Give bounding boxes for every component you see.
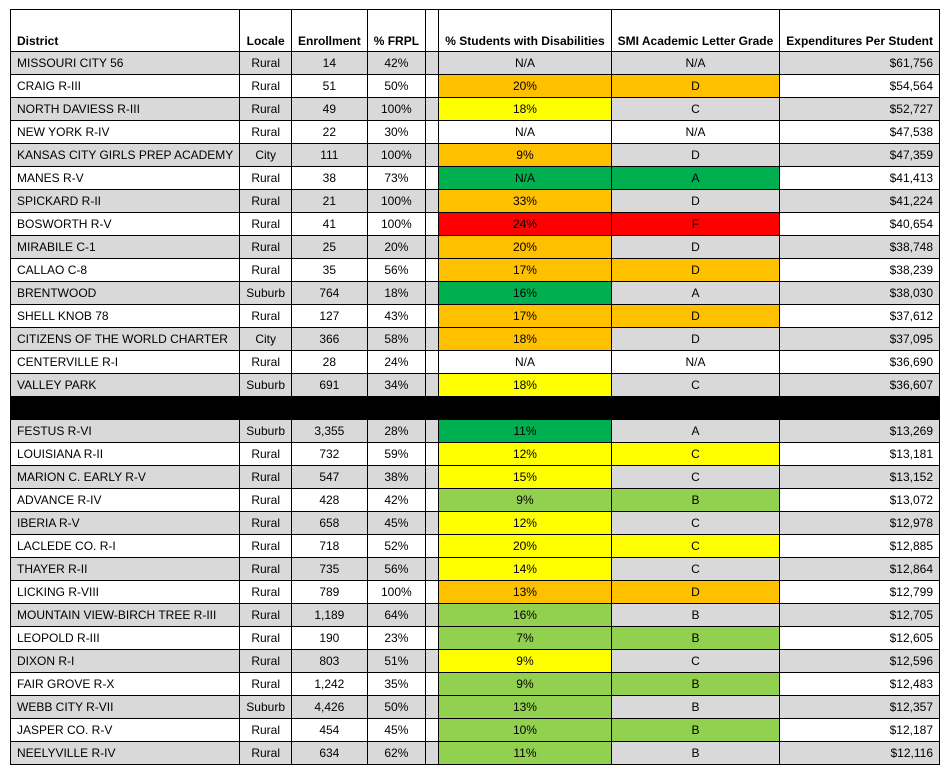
- frpl-cell[interactable]: 56%: [367, 558, 425, 581]
- frpl-cell[interactable]: 24%: [367, 351, 425, 374]
- enrollment-cell[interactable]: 732: [292, 443, 368, 466]
- frpl-cell[interactable]: 38%: [367, 466, 425, 489]
- district-cell[interactable]: KANSAS CITY GIRLS PREP ACADEMY: [11, 144, 240, 167]
- blank-cell[interactable]: [426, 650, 439, 673]
- table-row: [11, 213, 940, 236]
- frpl-cell[interactable]: 100%: [367, 213, 425, 236]
- district-cell[interactable]: NEELYVILLE R-IV: [11, 742, 240, 765]
- blank-cell[interactable]: [426, 420, 439, 443]
- disabilities-cell[interactable]: 9%: [439, 673, 611, 696]
- expenditures-cell[interactable]: $61,756: [780, 52, 940, 75]
- disabilities-cell[interactable]: N/A: [439, 52, 611, 75]
- table-row: [11, 52, 940, 75]
- locale-cell[interactable]: Suburb: [240, 374, 292, 397]
- blank-cell[interactable]: [426, 512, 439, 535]
- blank-cell[interactable]: [426, 75, 439, 98]
- frpl-cell[interactable]: 50%: [367, 75, 425, 98]
- frpl-cell[interactable]: 28%: [367, 420, 425, 443]
- grade-cell[interactable]: C: [611, 558, 780, 581]
- frpl-cell[interactable]: 58%: [367, 328, 425, 351]
- district-cell[interactable]: NEW YORK R-IV: [11, 121, 240, 144]
- disabilities-cell[interactable]: 14%: [439, 558, 611, 581]
- grade-cell[interactable]: D: [611, 328, 780, 351]
- blank-cell[interactable]: [426, 351, 439, 374]
- enrollment-cell[interactable]: 691: [292, 374, 368, 397]
- locale-cell[interactable]: Rural: [240, 259, 292, 282]
- district-cell[interactable]: MARION C. EARLY R-V: [11, 466, 240, 489]
- blank-cell[interactable]: [426, 719, 439, 742]
- grade-cell[interactable]: D: [611, 581, 780, 604]
- districts-table: [10, 9, 940, 765]
- frpl-cell[interactable]: 100%: [367, 190, 425, 213]
- enrollment-header[interactable]: Enrollment: [292, 10, 368, 52]
- locale-cell[interactable]: Rural: [240, 650, 292, 673]
- disabilities-cell[interactable]: 9%: [439, 650, 611, 673]
- disabilities-header[interactable]: % Students with Disabilities: [439, 10, 611, 52]
- frpl-cell[interactable]: 62%: [367, 742, 425, 765]
- enrollment-cell[interactable]: 454: [292, 719, 368, 742]
- locale-cell[interactable]: Rural: [240, 213, 292, 236]
- district-cell[interactable]: CITIZENS OF THE WORLD CHARTER: [11, 328, 240, 351]
- grade-cell[interactable]: C: [611, 512, 780, 535]
- district-cell[interactable]: BRENTWOOD: [11, 282, 240, 305]
- expenditures-cell[interactable]: $12,483: [780, 673, 940, 696]
- blank-cell[interactable]: [426, 144, 439, 167]
- locale-cell[interactable]: Rural: [240, 466, 292, 489]
- frpl-cell[interactable]: 18%: [367, 282, 425, 305]
- blank-cell[interactable]: [426, 305, 439, 328]
- district-cell[interactable]: NORTH DAVIESS R-III: [11, 98, 240, 121]
- expenditures-cell[interactable]: $38,748: [780, 236, 940, 259]
- disabilities-cell[interactable]: 13%: [439, 696, 611, 719]
- blank-cell[interactable]: [426, 98, 439, 121]
- table-row: [11, 75, 940, 98]
- locale-cell[interactable]: Rural: [240, 719, 292, 742]
- grade-cell[interactable]: N/A: [611, 351, 780, 374]
- table-row: [11, 742, 940, 765]
- frpl-cell[interactable]: 20%: [367, 236, 425, 259]
- expenditures-cell[interactable]: $37,612: [780, 305, 940, 328]
- disabilities-cell[interactable]: 12%: [439, 443, 611, 466]
- frpl-cell[interactable]: 50%: [367, 696, 425, 719]
- disabilities-cell[interactable]: N/A: [439, 351, 611, 374]
- enrollment-cell[interactable]: 14: [292, 52, 368, 75]
- disabilities-cell[interactable]: 17%: [439, 259, 611, 282]
- grade-cell[interactable]: A: [611, 282, 780, 305]
- enrollment-cell[interactable]: 718: [292, 535, 368, 558]
- frpl-cell[interactable]: 45%: [367, 719, 425, 742]
- table-header: [11, 10, 940, 52]
- disabilities-cell[interactable]: 17%: [439, 305, 611, 328]
- frpl-cell[interactable]: 56%: [367, 259, 425, 282]
- locale-cell[interactable]: Suburb: [240, 420, 292, 443]
- grade-cell[interactable]: A: [611, 167, 780, 190]
- locale-header[interactable]: Locale: [240, 10, 292, 52]
- locale-cell[interactable]: Rural: [240, 604, 292, 627]
- disabilities-cell[interactable]: 20%: [439, 535, 611, 558]
- table-row: [11, 236, 940, 259]
- grade-cell[interactable]: A: [611, 420, 780, 443]
- grade-cell[interactable]: B: [611, 742, 780, 765]
- expenditures-cell[interactable]: $38,239: [780, 259, 940, 282]
- frpl-header[interactable]: % FRPL: [367, 10, 425, 52]
- disabilities-cell[interactable]: 20%: [439, 75, 611, 98]
- enrollment-cell[interactable]: 658: [292, 512, 368, 535]
- frpl-cell[interactable]: 100%: [367, 581, 425, 604]
- frpl-cell[interactable]: 35%: [367, 673, 425, 696]
- locale-cell[interactable]: City: [240, 144, 292, 167]
- table-row: [11, 650, 940, 673]
- district-cell[interactable]: BOSWORTH R-V: [11, 213, 240, 236]
- disabilities-cell[interactable]: 13%: [439, 581, 611, 604]
- table-row: [11, 466, 940, 489]
- blank-cell[interactable]: [426, 282, 439, 305]
- expenditures-cell[interactable]: $12,978: [780, 512, 940, 535]
- expenditures-cell[interactable]: $13,181: [780, 443, 940, 466]
- table-row: [11, 144, 940, 167]
- grade-cell[interactable]: N/A: [611, 121, 780, 144]
- enrollment-cell[interactable]: 49: [292, 98, 368, 121]
- grade-cell[interactable]: B: [611, 696, 780, 719]
- blank-cell[interactable]: [426, 673, 439, 696]
- frpl-cell[interactable]: 43%: [367, 305, 425, 328]
- blank-cell[interactable]: [426, 742, 439, 765]
- expenditures-cell[interactable]: $38,030: [780, 282, 940, 305]
- enrollment-cell[interactable]: 1,189: [292, 604, 368, 627]
- blank-cell[interactable]: [426, 558, 439, 581]
- blank-cell[interactable]: [426, 328, 439, 351]
- disabilities-cell[interactable]: 11%: [439, 742, 611, 765]
- disabilities-cell[interactable]: 9%: [439, 144, 611, 167]
- blank-cell[interactable]: [426, 52, 439, 75]
- table-row: [11, 259, 940, 282]
- expenditures-cell[interactable]: $37,095: [780, 328, 940, 351]
- locale-cell[interactable]: Rural: [240, 75, 292, 98]
- locale-cell[interactable]: Rural: [240, 535, 292, 558]
- disabilities-cell[interactable]: 10%: [439, 719, 611, 742]
- enrollment-cell[interactable]: 28: [292, 351, 368, 374]
- disabilities-cell[interactable]: 15%: [439, 466, 611, 489]
- enrollment-cell[interactable]: 22: [292, 121, 368, 144]
- district-cell[interactable]: LACLEDE CO. R-I: [11, 535, 240, 558]
- locale-cell[interactable]: Rural: [240, 305, 292, 328]
- expenditures-cell[interactable]: $52,727: [780, 98, 940, 121]
- expenditures-cell[interactable]: $13,269: [780, 420, 940, 443]
- locale-cell[interactable]: Rural: [240, 742, 292, 765]
- district-cell[interactable]: CALLAO C-8: [11, 259, 240, 282]
- expenditures-cell[interactable]: $12,705: [780, 604, 940, 627]
- district-cell[interactable]: ADVANCE R-IV: [11, 489, 240, 512]
- enrollment-cell[interactable]: 38: [292, 167, 368, 190]
- grade-cell[interactable]: D: [611, 305, 780, 328]
- enrollment-cell[interactable]: 4,426: [292, 696, 368, 719]
- disabilities-cell[interactable]: 20%: [439, 236, 611, 259]
- grade-cell[interactable]: B: [611, 719, 780, 742]
- enrollment-cell[interactable]: 25: [292, 236, 368, 259]
- grade-cell[interactable]: D: [611, 259, 780, 282]
- frpl-cell[interactable]: 30%: [367, 121, 425, 144]
- frpl-cell[interactable]: 64%: [367, 604, 425, 627]
- blank-cell[interactable]: [426, 489, 439, 512]
- district-cell[interactable]: CRAIG R-III: [11, 75, 240, 98]
- blank-cell[interactable]: [426, 121, 439, 144]
- expenditures-cell[interactable]: $13,072: [780, 489, 940, 512]
- district-cell[interactable]: FESTUS R-VI: [11, 420, 240, 443]
- table-row: [11, 696, 940, 719]
- grade-cell[interactable]: C: [611, 535, 780, 558]
- district-cell[interactable]: THAYER R-II: [11, 558, 240, 581]
- table-row: [11, 604, 940, 627]
- grade-cell[interactable]: C: [611, 650, 780, 673]
- disabilities-cell[interactable]: 16%: [439, 282, 611, 305]
- disabilities-cell[interactable]: 16%: [439, 604, 611, 627]
- expenditures-cell[interactable]: $47,538: [780, 121, 940, 144]
- grade-cell[interactable]: D: [611, 236, 780, 259]
- expenditures-cell[interactable]: $12,187: [780, 719, 940, 742]
- table-row: [11, 443, 940, 466]
- blank-cell[interactable]: [426, 696, 439, 719]
- blank-cell[interactable]: [426, 604, 439, 627]
- grade-cell[interactable]: D: [611, 144, 780, 167]
- blank-cell[interactable]: [426, 213, 439, 236]
- disabilities-cell[interactable]: 33%: [439, 190, 611, 213]
- blank-cell[interactable]: [426, 167, 439, 190]
- table-row: [11, 420, 940, 443]
- disabilities-cell[interactable]: 11%: [439, 420, 611, 443]
- separator-bar: [11, 397, 940, 420]
- expenditures-cell[interactable]: $36,690: [780, 351, 940, 374]
- district-cell[interactable]: LICKING R-VIII: [11, 581, 240, 604]
- table-row: [11, 190, 940, 213]
- enrollment-cell[interactable]: 764: [292, 282, 368, 305]
- blank-cell[interactable]: [426, 443, 439, 466]
- table-row: [11, 351, 940, 374]
- grade-cell[interactable]: D: [611, 190, 780, 213]
- expenditures-cell[interactable]: $36,607: [780, 374, 940, 397]
- district-cell[interactable]: JASPER CO. R-V: [11, 719, 240, 742]
- locale-cell[interactable]: Rural: [240, 190, 292, 213]
- frpl-cell[interactable]: 100%: [367, 98, 425, 121]
- district-cell[interactable]: SPICKARD R-II: [11, 190, 240, 213]
- frpl-cell[interactable]: 42%: [367, 52, 425, 75]
- table-row: [11, 512, 940, 535]
- locale-cell[interactable]: Suburb: [240, 282, 292, 305]
- table-row: [11, 121, 940, 144]
- grade-header[interactable]: SMI Academic Letter Grade: [611, 10, 780, 52]
- table-row: [11, 558, 940, 581]
- grade-cell[interactable]: B: [611, 489, 780, 512]
- disabilities-cell[interactable]: 12%: [439, 512, 611, 535]
- frpl-cell[interactable]: 34%: [367, 374, 425, 397]
- enrollment-cell[interactable]: 111: [292, 144, 368, 167]
- expenditures-cell[interactable]: $41,413: [780, 167, 940, 190]
- district-cell[interactable]: MISSOURI CITY 56: [11, 52, 240, 75]
- district-cell[interactable]: SHELL KNOB 78: [11, 305, 240, 328]
- disabilities-cell[interactable]: 24%: [439, 213, 611, 236]
- grade-cell[interactable]: C: [611, 443, 780, 466]
- district-cell[interactable]: LEOPOLD R-III: [11, 627, 240, 650]
- enrollment-cell[interactable]: 35: [292, 259, 368, 282]
- locale-cell[interactable]: Rural: [240, 351, 292, 374]
- expenditures-cell[interactable]: $12,596: [780, 650, 940, 673]
- enrollment-cell[interactable]: 127: [292, 305, 368, 328]
- expenditures-cell[interactable]: $12,864: [780, 558, 940, 581]
- disabilities-cell[interactable]: N/A: [439, 167, 611, 190]
- locale-cell[interactable]: Rural: [240, 98, 292, 121]
- blank-cell[interactable]: [426, 581, 439, 604]
- locale-cell[interactable]: Rural: [240, 121, 292, 144]
- locale-cell[interactable]: Rural: [240, 443, 292, 466]
- district-cell[interactable]: WEBB CITY R-VII: [11, 696, 240, 719]
- locale-cell[interactable]: City: [240, 328, 292, 351]
- district-cell[interactable]: MANES R-V: [11, 167, 240, 190]
- table-body: [11, 52, 940, 765]
- frpl-cell[interactable]: 51%: [367, 650, 425, 673]
- enrollment-cell[interactable]: 547: [292, 466, 368, 489]
- district-cell[interactable]: DIXON R-I: [11, 650, 240, 673]
- table-row: [11, 328, 940, 351]
- grade-cell[interactable]: C: [611, 466, 780, 489]
- enrollment-cell[interactable]: 21: [292, 190, 368, 213]
- blank-cell[interactable]: [426, 374, 439, 397]
- enrollment-cell[interactable]: 428: [292, 489, 368, 512]
- locale-cell[interactable]: Rural: [240, 673, 292, 696]
- locale-cell[interactable]: Suburb: [240, 696, 292, 719]
- expenditures-cell[interactable]: $12,799: [780, 581, 940, 604]
- table-row: [11, 374, 940, 397]
- frpl-cell[interactable]: 45%: [367, 512, 425, 535]
- expenditures-cell[interactable]: $13,152: [780, 466, 940, 489]
- district-cell[interactable]: CENTERVILLE R-I: [11, 351, 240, 374]
- enrollment-cell[interactable]: 41: [292, 213, 368, 236]
- locale-cell[interactable]: Rural: [240, 489, 292, 512]
- district-header[interactable]: District: [11, 10, 240, 52]
- blank-cell[interactable]: [426, 466, 439, 489]
- disabilities-cell[interactable]: N/A: [439, 121, 611, 144]
- blank-cell[interactable]: [426, 535, 439, 558]
- blank-header[interactable]: [426, 10, 439, 52]
- table-row: [11, 282, 940, 305]
- enrollment-cell[interactable]: 190: [292, 627, 368, 650]
- grade-cell[interactable]: B: [611, 627, 780, 650]
- table-row: [11, 581, 940, 604]
- locale-cell[interactable]: Rural: [240, 512, 292, 535]
- table-row: [11, 673, 940, 696]
- district-cell[interactable]: MIRABILE C-1: [11, 236, 240, 259]
- enrollment-cell[interactable]: 803: [292, 650, 368, 673]
- district-cell[interactable]: LOUISIANA R-II: [11, 443, 240, 466]
- expenditures-cell[interactable]: $41,224: [780, 190, 940, 213]
- grade-cell[interactable]: B: [611, 604, 780, 627]
- locale-cell[interactable]: Rural: [240, 627, 292, 650]
- table-row: [11, 535, 940, 558]
- table-row: [11, 627, 940, 650]
- frpl-cell[interactable]: 52%: [367, 535, 425, 558]
- grade-cell[interactable]: C: [611, 98, 780, 121]
- expenditures-cell[interactable]: $12,116: [780, 742, 940, 765]
- expenditures-cell[interactable]: $40,654: [780, 213, 940, 236]
- table-row: [11, 98, 940, 121]
- locale-cell[interactable]: Rural: [240, 167, 292, 190]
- frpl-cell[interactable]: 59%: [367, 443, 425, 466]
- district-cell[interactable]: FAIR GROVE R-X: [11, 673, 240, 696]
- blank-cell[interactable]: [426, 627, 439, 650]
- grade-cell[interactable]: B: [611, 673, 780, 696]
- separator-row: [11, 397, 940, 420]
- frpl-cell[interactable]: 42%: [367, 489, 425, 512]
- disabilities-cell[interactable]: 18%: [439, 328, 611, 351]
- disabilities-cell[interactable]: 7%: [439, 627, 611, 650]
- blank-cell[interactable]: [426, 190, 439, 213]
- frpl-cell[interactable]: 100%: [367, 144, 425, 167]
- expenditures-cell[interactable]: $47,359: [780, 144, 940, 167]
- blank-cell[interactable]: [426, 236, 439, 259]
- table-row: [11, 719, 940, 742]
- locale-cell[interactable]: Rural: [240, 52, 292, 75]
- expenditures-header[interactable]: Expenditures Per Student: [780, 10, 940, 52]
- disabilities-cell[interactable]: 18%: [439, 98, 611, 121]
- locale-cell[interactable]: Rural: [240, 581, 292, 604]
- grade-cell[interactable]: D: [611, 75, 780, 98]
- district-cell[interactable]: VALLEY PARK: [11, 374, 240, 397]
- enrollment-cell[interactable]: 735: [292, 558, 368, 581]
- locale-cell[interactable]: Rural: [240, 236, 292, 259]
- table-row: [11, 167, 940, 190]
- enrollment-cell[interactable]: 51: [292, 75, 368, 98]
- enrollment-cell[interactable]: 3,355: [292, 420, 368, 443]
- grade-cell[interactable]: C: [611, 374, 780, 397]
- table-row: [11, 489, 940, 512]
- district-cell[interactable]: IBERIA R-V: [11, 512, 240, 535]
- blank-cell[interactable]: [426, 259, 439, 282]
- enrollment-cell[interactable]: 634: [292, 742, 368, 765]
- expenditures-cell[interactable]: $12,885: [780, 535, 940, 558]
- grade-cell[interactable]: N/A: [611, 52, 780, 75]
- disabilities-cell[interactable]: 9%: [439, 489, 611, 512]
- expenditures-cell[interactable]: $12,357: [780, 696, 940, 719]
- grade-cell[interactable]: F: [611, 213, 780, 236]
- expenditures-cell[interactable]: $54,564: [780, 75, 940, 98]
- table-row: [11, 305, 940, 328]
- enrollment-cell[interactable]: 789: [292, 581, 368, 604]
- expenditures-cell[interactable]: $12,605: [780, 627, 940, 650]
- frpl-cell[interactable]: 23%: [367, 627, 425, 650]
- disabilities-cell[interactable]: 18%: [439, 374, 611, 397]
- enrollment-cell[interactable]: 1,242: [292, 673, 368, 696]
- frpl-cell[interactable]: 73%: [367, 167, 425, 190]
- enrollment-cell[interactable]: 366: [292, 328, 368, 351]
- district-cell[interactable]: MOUNTAIN VIEW-BIRCH TREE R-III: [11, 604, 240, 627]
- locale-cell[interactable]: Rural: [240, 558, 292, 581]
